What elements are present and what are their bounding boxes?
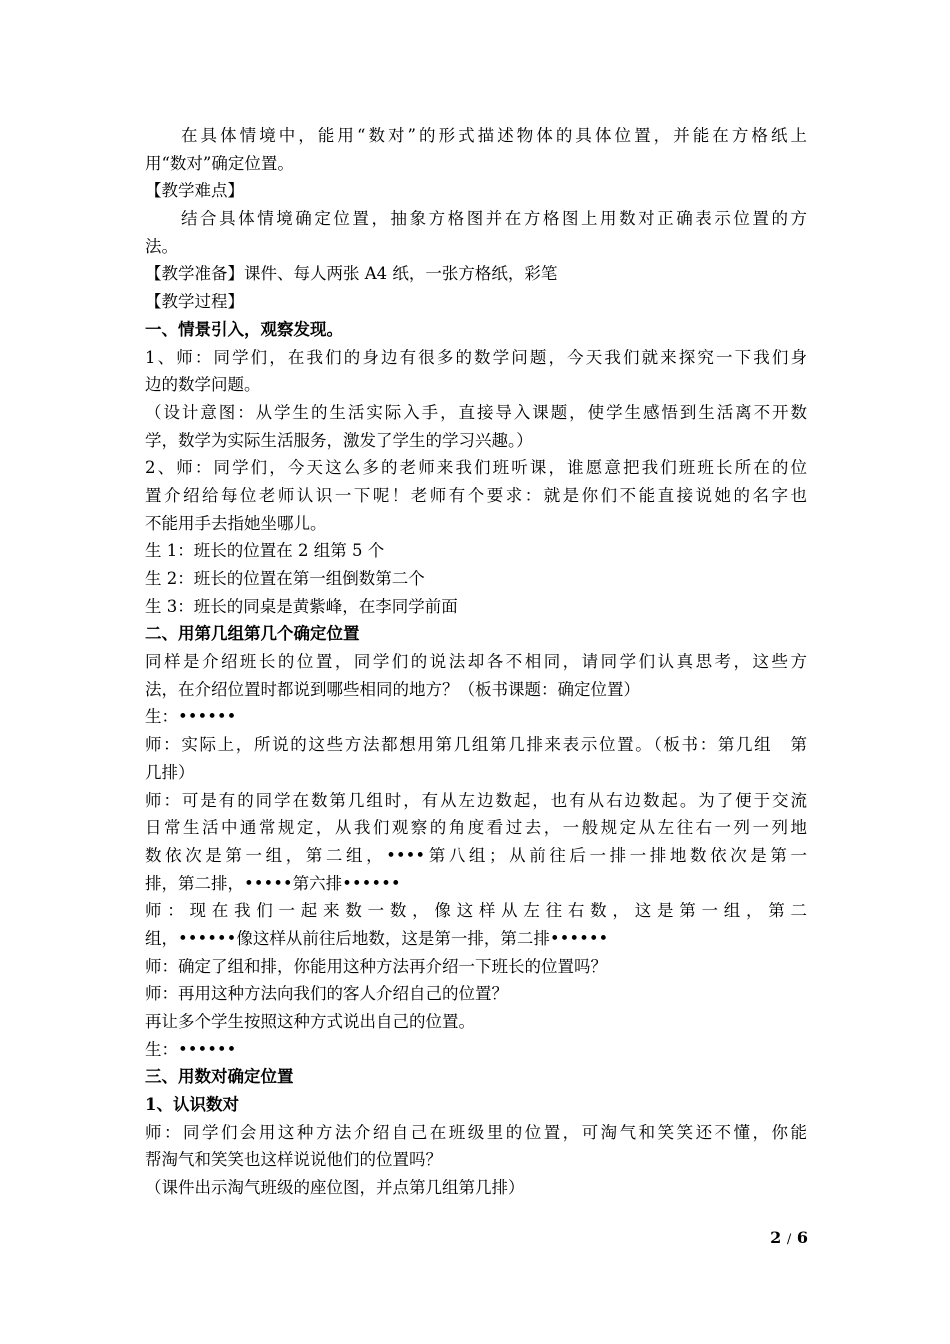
paragraph-line: 组，••••••像这样从前往后地数，这是第一排，第二排••••••: [145, 928, 609, 948]
paragraph-line: 师：再用这种方法向我们的客人介绍自己的位置？: [145, 984, 508, 1004]
page-number-separator: /: [786, 1232, 792, 1247]
paragraph-line: 结合具体情境确定位置，抽象方格图并在方格图上用数对正确表示位置的方: [181, 209, 807, 229]
paragraph-line: 几排）: [145, 762, 195, 782]
paragraph-line: （课件出示淘气班级的座位图，并点第几组第几排）: [145, 1178, 525, 1198]
section-heading: 一、情景引入，观察发现。: [145, 319, 343, 339]
section-heading: 二、用第几组第几个确定位置: [145, 624, 360, 644]
document-body: [145, 122, 807, 1202]
paragraph-line: 生 1：班长的位置在 2 组第 5 个: [145, 541, 385, 561]
paragraph-line: 1、师：同学们，在我们的身边有很多的数学问题，今天我们就来探究一下我们身: [145, 347, 807, 367]
subsection-heading: 1、认识数对: [145, 1095, 239, 1115]
paragraph-line: 生 2：班长的位置在第一组倒数第二个: [145, 569, 425, 588]
paragraph-line: 生 3：班长的同桌是黄紫峰，在李同学前面: [145, 596, 458, 616]
section-heading: 【教学过程】: [145, 292, 244, 312]
paragraph-line: 师：同学们会用这种方法介绍自己在班级里的位置，可淘气和笑笑还不懂，你能: [145, 1122, 807, 1142]
page-number-current: 2: [770, 1228, 782, 1247]
paragraph-line: 师：确定了组和排，你能用这种方法再介绍一下班长的位置吗？: [145, 956, 607, 976]
paragraph-line: 师：可是有的同学在数第几组时，有从左边数起，也有从右边数起。为了便于交流: [145, 790, 807, 810]
paragraph-line: （设计意图：从学生的生活实际入手，直接导入课题，使学生感悟到生活离不开数: [145, 402, 807, 422]
paragraph-line: 2、师：同学们，今天这么多的老师来我们班听课，谁愿意把我们班班长所在的位: [145, 458, 807, 478]
paragraph-line: 生：••••••: [145, 1039, 237, 1059]
paragraph-line: 生：••••••: [145, 707, 237, 727]
paragraph-line: 在具体情境中，能用“数对”的形式描述物体的具体位置，并能在方格纸上: [181, 126, 807, 145]
paragraph-line: 师：现在我们一起来数一数，像这样从左往右数，这是第一组，第二: [145, 901, 807, 921]
paragraph-line: 置介绍给每位老师认识一下呢！老师有个要求：就是你们不能直接说她的名字也: [145, 485, 807, 505]
paragraph-line: 法，在介绍位置时都说到哪些相同的地方？（板书课题：确定位置）: [145, 679, 640, 699]
paragraph-line: 用“数对”确定位置。: [145, 153, 294, 173]
paragraph-line: 不能用手去指她坐哪儿。: [145, 513, 327, 533]
paragraph-line: 法。: [145, 236, 178, 256]
paragraph-line: 师：实际上，所说的这些方法都想用第几组第几排来表示位置。（板书：第几组 第: [145, 735, 807, 755]
paragraph-line: 再让多个学生按照这种方式说出自己的位置。: [145, 1012, 475, 1031]
section-heading: 三、用数对确定位置: [145, 1067, 294, 1087]
paragraph-line: 数依次是第一组，第二组，••••第八组；从前往后一排一排地数依次是第一: [145, 845, 807, 865]
paragraph-line: 边的数学问题。: [145, 375, 261, 395]
paragraph-line: 日常生活中通常规定，从我们观察的角度看过去，一般规定从左往右一列一列地: [145, 818, 807, 838]
section-heading: 【教学难点】: [145, 181, 244, 201]
paragraph-line: 学，数学为实际生活服务，激发了学生的学习兴趣。）: [145, 430, 533, 450]
page-number-total: 6: [796, 1228, 808, 1247]
page-number: [760, 1228, 808, 1247]
paragraph-line: 【教学准备】课件、每人两张 A4 纸，一张方格纸，彩笔: [145, 264, 558, 284]
paragraph-line: 帮淘气和笑笑也这样说说他们的位置吗？: [145, 1150, 442, 1170]
paragraph-line: 同样是介绍班长的位置，同学们的说法却各不相同，请同学们认真思考，这些方: [145, 652, 807, 672]
paragraph-line: 排，第二排，•••••第六排••••••: [145, 873, 401, 893]
